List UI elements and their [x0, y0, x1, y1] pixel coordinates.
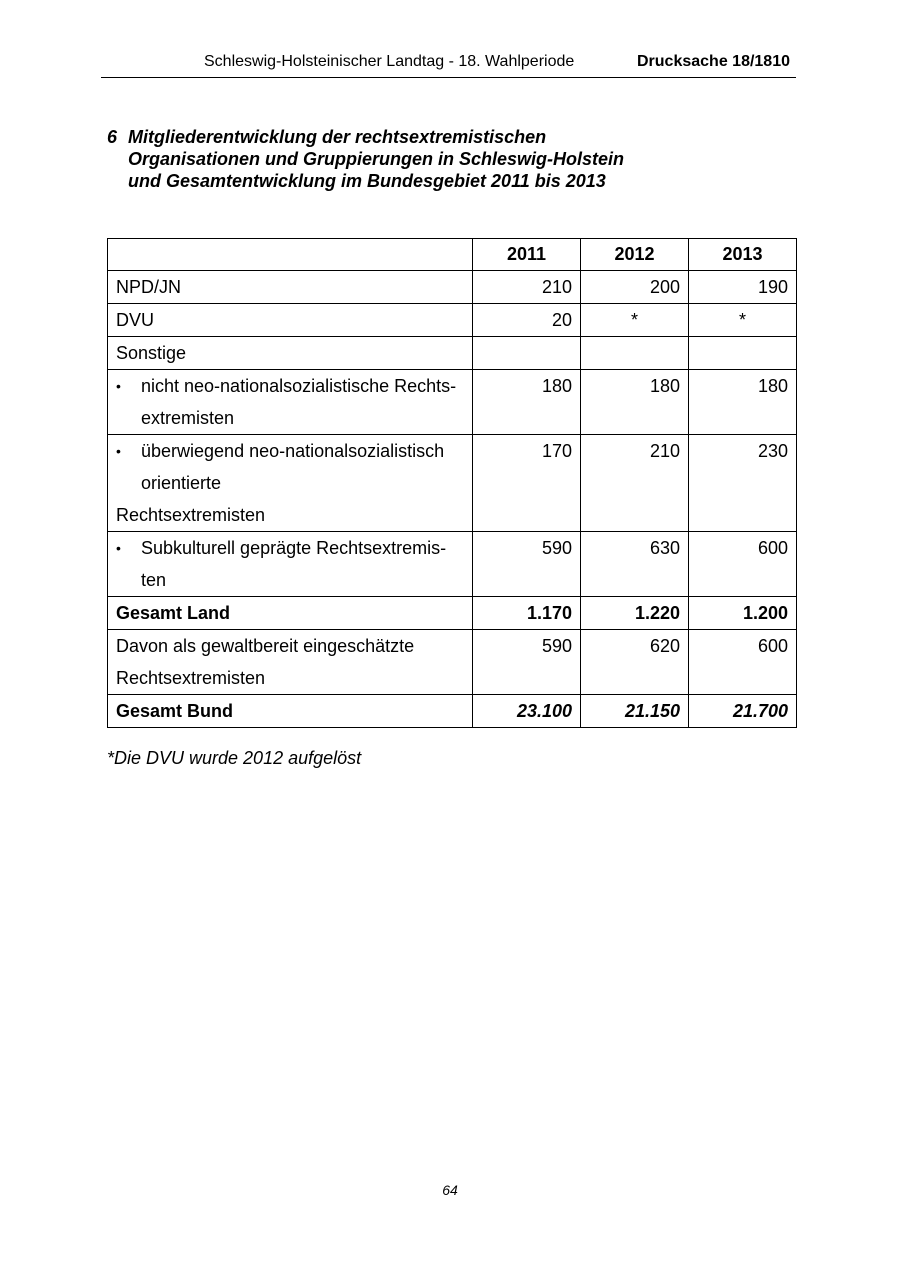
row-label: Gesamt Land [108, 597, 473, 630]
row-label: DVU [108, 304, 473, 337]
column-header-2011: 2011 [473, 239, 581, 271]
cell-value: 210 [473, 271, 581, 304]
row-label [108, 370, 473, 435]
cell-value: 620 [581, 630, 689, 695]
section-title-line: und Gesamtentwicklung im Bundesgebiet 2011 bis 2013 [128, 171, 606, 191]
document-number: Drucksache 18/1810 [637, 53, 790, 70]
cell-value: 180 [689, 370, 797, 435]
cell-value: 20 [473, 304, 581, 337]
row-label-line: orientierte [141, 473, 222, 493]
table-row-gewaltbereit [108, 630, 797, 695]
row-label-line: extremisten [141, 408, 235, 428]
row-label [108, 435, 473, 532]
header-title: Schleswig-Holsteinischer Landtag - 18. Wahlperiode [204, 53, 575, 70]
table-row-sonstige [108, 337, 797, 370]
cell-value: 210 [581, 435, 689, 532]
cell-value [473, 337, 581, 370]
row-label-line: ten [141, 570, 167, 590]
section-number: 6 [107, 127, 118, 147]
row-label-line: Rechtsextremisten [116, 505, 266, 525]
table-row-dvu [108, 304, 797, 337]
cell-value [689, 337, 797, 370]
table-row-gesamt-land [108, 597, 797, 630]
footnote: *Die DVU wurde 2012 aufgelöst [107, 748, 362, 768]
row-label-line: überwiegend neo-nationalsozialistisch [141, 441, 445, 461]
cell-value: 200 [581, 271, 689, 304]
cell-value: 190 [689, 271, 797, 304]
row-label [108, 532, 473, 597]
row-label [108, 630, 473, 695]
table-row-ueberwiegend-neo-ns [108, 435, 797, 532]
cell-value: 600 [689, 532, 797, 597]
row-label-line: Rechtsextremisten [116, 668, 266, 688]
bullet-icon: • [116, 378, 121, 394]
cell-value: 590 [473, 532, 581, 597]
header-divider [101, 77, 796, 78]
row-label-line: Subkulturell geprägte Rechtsextremis- [141, 538, 447, 558]
table-row-nicht-neo-ns [108, 370, 797, 435]
column-header-empty [108, 239, 473, 271]
table-row-subkulturell [108, 532, 797, 597]
table-row-gesamt-bund [108, 695, 797, 728]
row-label: Sonstige [108, 337, 473, 370]
cell-value: 1.170 [473, 597, 581, 630]
cell-value: 230 [689, 435, 797, 532]
cell-value: * [581, 304, 689, 337]
page-number: 64 [442, 1182, 458, 1198]
cell-value [581, 337, 689, 370]
row-label-line: nicht neo-nationalsozialistische Rechts- [141, 376, 457, 396]
cell-value: 1.220 [581, 597, 689, 630]
section-title-line: Organisationen und Gruppierungen in Schleswig-Holstein [128, 149, 625, 169]
row-label-line: Davon als gewaltbereit eingeschätzte [116, 636, 415, 656]
cell-value: 21.150 [581, 695, 689, 728]
row-label: NPD/JN [108, 271, 473, 304]
cell-value: 1.200 [689, 597, 797, 630]
cell-value: 180 [581, 370, 689, 435]
column-header-2013: 2013 [689, 239, 797, 271]
row-label: Gesamt Bund [108, 695, 473, 728]
cell-value: * [689, 304, 797, 337]
cell-value: 630 [581, 532, 689, 597]
bullet-icon: • [116, 443, 121, 459]
cell-value: 600 [689, 630, 797, 695]
cell-value: 170 [473, 435, 581, 532]
bullet-icon: • [116, 540, 121, 556]
section-heading [107, 126, 624, 192]
table-header-row [108, 239, 797, 271]
column-header-2012: 2012 [581, 239, 689, 271]
cell-value: 590 [473, 630, 581, 695]
cell-value: 180 [473, 370, 581, 435]
cell-value: 23.100 [473, 695, 581, 728]
section-title-line: Mitgliederentwicklung der rechtsextremistischen [128, 127, 547, 147]
cell-value: 21.700 [689, 695, 797, 728]
table-row-npd-jn [108, 271, 797, 304]
membership-table [107, 238, 797, 728]
